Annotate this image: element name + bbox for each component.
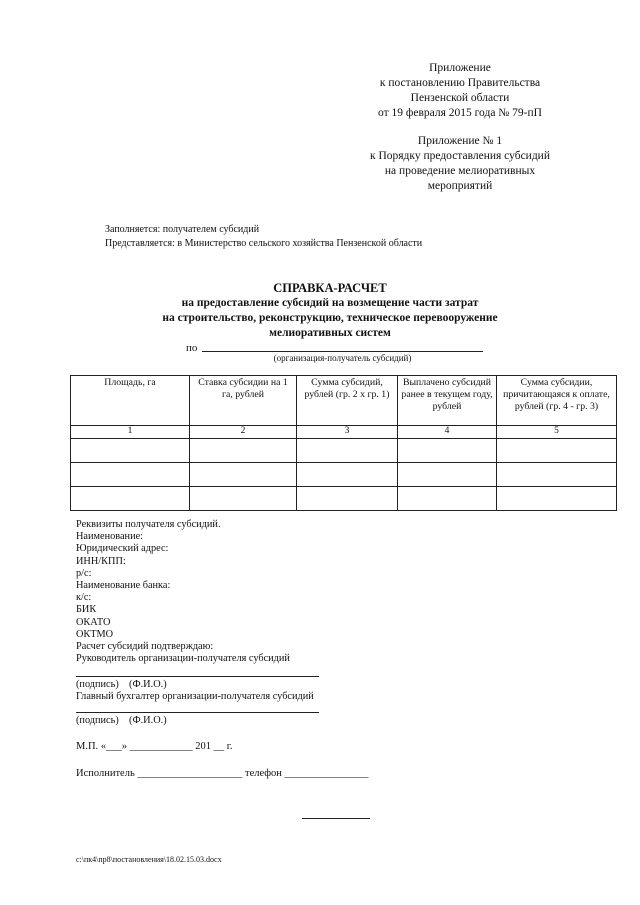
table-cell[interactable] bbox=[497, 463, 617, 487]
requisite-name: Наименование: bbox=[76, 531, 144, 543]
stamp-date-line: М.П. «___» ____________ 201 __ г. bbox=[76, 741, 233, 752]
table-cell[interactable] bbox=[297, 439, 398, 463]
table-cell[interactable] bbox=[398, 463, 497, 487]
appendix-line: Пензенской области bbox=[410, 91, 510, 104]
table-cell[interactable] bbox=[190, 463, 297, 487]
table-header-row bbox=[71, 376, 617, 426]
column-number: 4 bbox=[398, 426, 497, 439]
chief-accountant-label: Главный бухгалтер организации-получателя субсидий bbox=[76, 691, 314, 702]
appendix-line: Приложение bbox=[429, 62, 491, 74]
appendix-line: Приложение № 1 bbox=[417, 135, 503, 147]
column-number: 2 bbox=[190, 426, 297, 439]
filled-by-text: Заполняется: получателем субсидий bbox=[105, 224, 260, 235]
table-row bbox=[71, 463, 617, 487]
table-cell[interactable] bbox=[297, 487, 398, 511]
table-cell[interactable] bbox=[398, 487, 497, 511]
table-cell[interactable] bbox=[297, 463, 398, 487]
form-meta bbox=[105, 224, 422, 250]
requisite-inn-kpp: ИНН/КПП: bbox=[76, 555, 126, 567]
requisite-oktmo: ОКТМО bbox=[76, 628, 114, 640]
title-line: на строительство, реконструкцию, техническое перевооружение bbox=[162, 312, 498, 325]
appendix-line: на проведение мелиоративных bbox=[384, 164, 536, 177]
column-number: 5 bbox=[497, 426, 617, 439]
calculation-table bbox=[70, 375, 617, 511]
table-header-cell: Ставка субсидии на 1 га, рублей bbox=[190, 376, 297, 426]
org-po-label: по bbox=[186, 342, 198, 354]
requisite-okato: ОКАТО bbox=[76, 616, 111, 628]
accountant-signature-line[interactable] bbox=[76, 712, 319, 713]
table-cell[interactable] bbox=[71, 439, 190, 463]
submitted-to-text: Представляется: в Министерство сельского хозяйства Пензенской области bbox=[105, 237, 423, 249]
requisites-heading: Реквизиты получателя субсидий. bbox=[76, 519, 221, 530]
table-row bbox=[71, 439, 617, 463]
executor-phone-line: Исполнитель ____________________ телефон ________________ bbox=[76, 768, 369, 779]
table-cell[interactable] bbox=[71, 463, 190, 487]
table-cell[interactable] bbox=[398, 439, 497, 463]
table-cell[interactable] bbox=[71, 487, 190, 511]
title-line: на предоставление субсидий на возмещение части затрат bbox=[181, 297, 479, 310]
requisites-block bbox=[76, 519, 290, 665]
appendix-block-2 bbox=[350, 134, 570, 194]
head-of-organization: Руководитель организации-получателя субсидий bbox=[76, 653, 290, 665]
requisite-account: р/с: bbox=[76, 567, 92, 579]
table-row bbox=[71, 487, 617, 511]
table-header-cell: Площадь, га bbox=[71, 376, 190, 426]
title-line: мелиоративных систем bbox=[269, 327, 391, 340]
requisite-corr-account: к/с: bbox=[76, 592, 92, 604]
requisite-bik: БИК bbox=[76, 604, 97, 616]
org-underline[interactable] bbox=[202, 351, 483, 352]
appendix-line: от 19 февраля 2015 года № 79-пП bbox=[378, 106, 542, 119]
document-title bbox=[140, 280, 520, 341]
table-cell[interactable] bbox=[190, 439, 297, 463]
table-header-cell: Сумма субсидий, рублей (гр. 2 х гр. 1) bbox=[297, 376, 398, 426]
table-cell[interactable] bbox=[497, 439, 617, 463]
column-number: 1 bbox=[71, 426, 190, 439]
org-caption: (организация-получатель субсидий) bbox=[273, 353, 412, 363]
column-number: 3 bbox=[297, 426, 398, 439]
head-signature-caption: (подпись) (Ф.И.О.) bbox=[76, 679, 167, 690]
requisite-legal-address: Юридический адрес: bbox=[76, 543, 169, 555]
appendix-line: к Порядку предоставления субсидий bbox=[370, 149, 550, 162]
table-header-cell: Выплачено субсидий ранее в текущем году, рублей bbox=[398, 376, 497, 426]
file-path: c:\пк4\пр8\постановления\18.02.15.03.docx bbox=[76, 855, 222, 864]
requisite-bank-name: Наименование банка: bbox=[76, 580, 171, 592]
appendix-line: мероприятий bbox=[427, 179, 493, 192]
table-number-row bbox=[71, 426, 617, 439]
separator-line bbox=[302, 818, 370, 819]
table-cell[interactable] bbox=[190, 487, 297, 511]
table-header-cell: Сумма субсидии, причитающаяся к оплате, рублей (гр. 4 - гр. 3) bbox=[497, 376, 617, 426]
calculation-confirm: Расчет субсидий подтверждаю: bbox=[76, 641, 214, 653]
accountant-signature-caption: (подпись) (Ф.И.О.) bbox=[76, 715, 167, 726]
appendix-line: к постановлению Правительства bbox=[379, 76, 541, 89]
table-cell[interactable] bbox=[497, 487, 617, 511]
head-signature-line[interactable] bbox=[76, 676, 319, 677]
title-main: СПРАВКА-РАСЧЕТ bbox=[273, 281, 387, 295]
appendix-block-1 bbox=[350, 61, 570, 121]
